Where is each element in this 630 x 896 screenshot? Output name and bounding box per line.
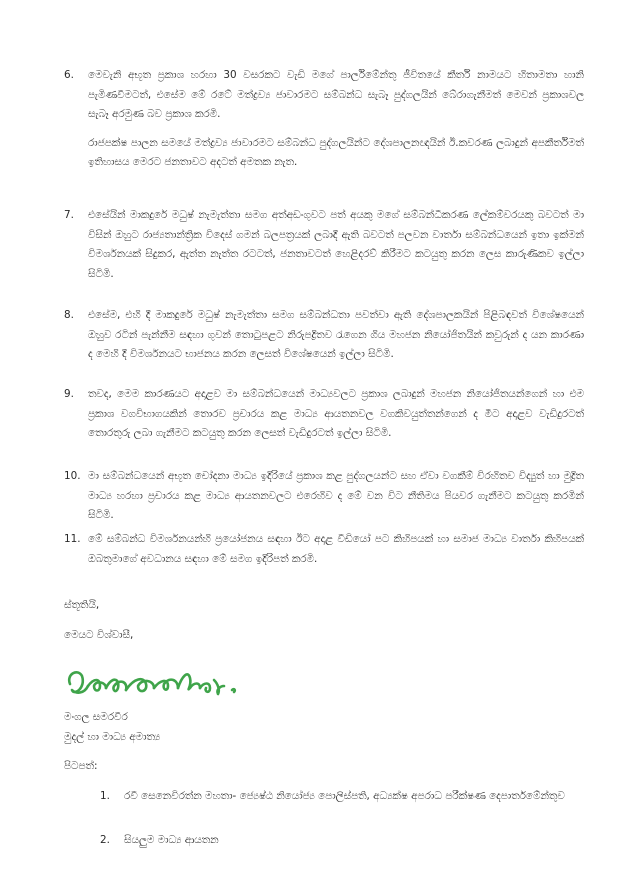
item-number: 10. (64, 470, 81, 482)
item-7 (64, 206, 584, 284)
item-number: 8. (64, 309, 74, 321)
item-number: 6. (64, 69, 74, 81)
item-number: 9. (64, 388, 74, 400)
item-9 (64, 385, 584, 444)
signatory-name: මංගල සමරවීර (64, 711, 128, 723)
item-6-paragraph-1: මෙවැනි අභූත ප්‍රකාශ හරහා 30 වසරකට වැඩි මගේ පාර්ලිමේන්තු ජීවිතයේ කීර්ති නාමයට හිතාමතා හානි පැමිණවීමටත්, එසේම මේ රටේ මත්ද්‍රව්‍ය ජාවාරමට සම්බන්ධ සැබෑ පුද්ගලයින් බේරාගැනීමත් මෙවන් ප්‍රකාශවල සැබෑ අරමුණ බව ප්‍රකාශ කරමි. (88, 69, 584, 120)
copy-number: 1. (100, 790, 110, 802)
item-7-paragraph: එසේයින් මාකදුරේ මධුෂ් නැමැත්තා සමග අත්අඩංගුවට පත් අයකු මගේ සම්බන්ධීකරණ ලේකම්වරයකු බවටත් මා විසින් ඔහුට රාජ්‍යතාන්ත්‍රික විදෙස් ගමන් බලපත්‍රයක් ලබාදී ඇති බවටත් පලවන වාර්තා සම්බන්ධයෙන් ඉතා ඉක්මන් විමර්ශනයක් සිදුකර, ඇත්ත නැත්ත රටටත්, ජනතාවටත් හෙළිදරව් කිරීමට කටයුතු කරන ලෙස කාරුණිකව ඉල්ලා සිටිමි. (88, 209, 584, 280)
copy-number: 2. (100, 834, 110, 846)
signature-image (64, 660, 254, 708)
item-number: 7. (64, 209, 74, 221)
item-6 (64, 66, 584, 173)
closing-faithfully: මෙයට විශ්වාසී, (64, 629, 134, 641)
copy-item-1 (100, 786, 570, 806)
copy-item-2 (100, 830, 570, 850)
item-10 (64, 467, 584, 526)
item-10-paragraph: මා සම්බන්ධයෙන් අභූත චෝදනා මාධ්‍ය ඉදිරියේ ප්‍රකාශ කළ පුද්ගලයන්ට සහ ඒවා වගකීම් විරහිතව විද්‍යුත් හා මුද්‍රිත මාධ්‍ය හරහා ප්‍රචාරය කළ මාධ්‍ය ආයතනවලට එරෙහිව ද මේ වන විට නීතිමය පියවර ගැනීමට කටයුතු කරමින් සිටිමි. (88, 470, 584, 521)
item-9-paragraph: තවද, මෙම කාරණයට අදාළව මා සම්බන්ධයෙන් මාධ්‍යවලට ප්‍රකාශ ලබාදුන් මහජන නියෝජිතයන්ගෙන් හා එම ප්‍රකාශ වගවිභාගයකින් තොරව ප්‍රචාරය කළ මාධ්‍ය ආයතනවල වගකිවයුත්තන්ගෙන් ද මීට අදාළව වැඩිදුරටත් තොරතුරු ලබා ගැනීමට කටයුතු කරන ලෙසත් වැඩිදුරටත් ඉල්ලා සිටිමි. (88, 388, 584, 439)
closing-thanks: ස්තූතියි, (64, 599, 100, 611)
item-number: 11. (64, 533, 81, 545)
item-11-paragraph: මේ සම්බන්ධ විමර්ශනයන්හි ප්‍රයෝජනය සඳහා ඊට අදාළ වීඩියෝ පට කිහිපයක් හා සමාජ මාධ්‍ය වාර්තා කිහිපයක් ඔබතුමාගේ අවධානය සඳහා මේ සමග ඉදිරිපත් කරමි. (88, 533, 584, 565)
signatory-title: මුදල් හා මාධ්‍ය අමාත්‍ය (64, 731, 161, 743)
copy-text: සියලුම මාධ්‍ය ආයතන (124, 834, 219, 846)
item-8 (64, 306, 584, 365)
item-6-paragraph-2: රාජපක්ෂ පාලන සමයේ මත්ද්‍රව්‍ය ජාවාරමට සම්බන්ධ පුද්ගලයින්ට දේශපාලනඥයින් ඊ.කවරණ ලබාදුන් අපකීර්තිමත් ඉතිහාසය මෙරට ජනතාවට අදටත් අමතක නැත. (88, 136, 584, 168)
copies-label: පිටපත්: (64, 760, 98, 772)
copy-text: රවී සෙනෙවිරත්න මහතා- ජ්‍යෙෂ්ඨ නියෝජ්‍ය පොලිස්පති, අධ්‍යක්ෂ අපරාධ පරීක්ෂණ දෙපාර්තමේන්තුව (124, 790, 565, 802)
item-11 (64, 530, 584, 569)
item-8-paragraph: එසේම, එහි දී මාකදුරේ මධුෂ් නැමැත්තා සමග සම්බන්ධතා පවත්වා ඇති දේශපාලකයින් පිළිබඳවත් විශේෂයෙන් ඔහුව රටින් පැන්නීම සඳහා ගුවන් තොටුපළට නිරුපද්‍රිතව රැගෙන ගිය මහජන නියෝජිතයින් කවුරුන් ද යන කාරණා ද මෙහි දී විමර්ශනයට භාජනය කරන ලෙසත් විශේෂයෙන් ඉල්ලා සිටිමි. (88, 309, 584, 360)
